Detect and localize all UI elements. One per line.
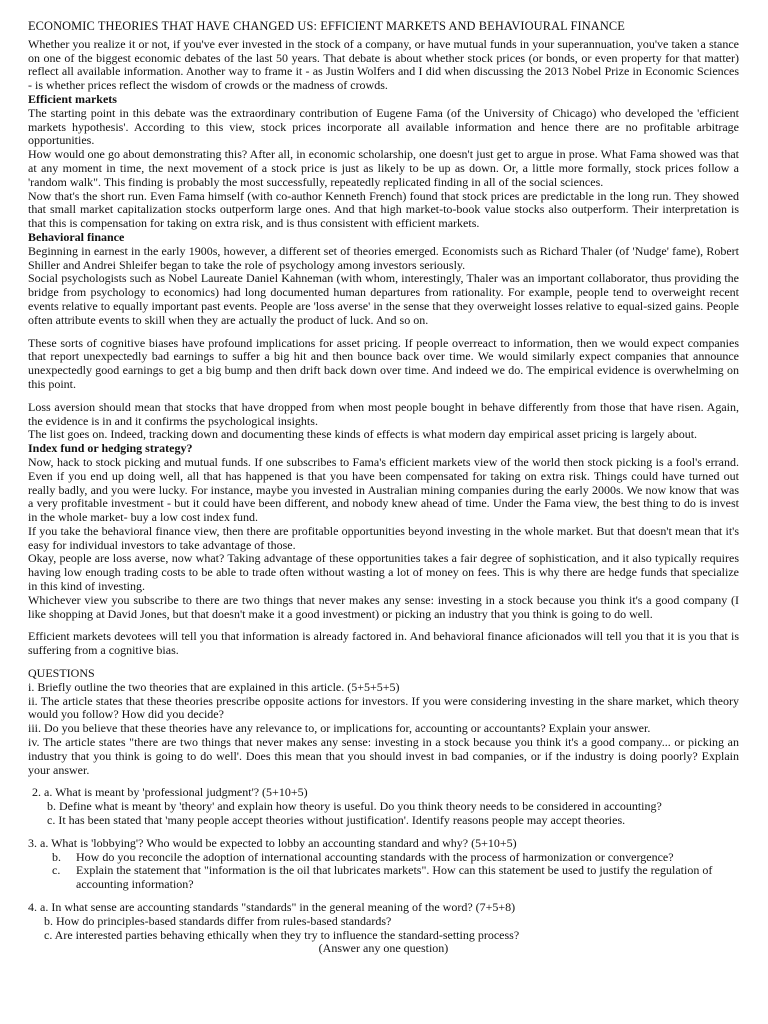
question-1-i: i. Briefly outline the two theories that are explained in this article. (5+5+5+5) (28, 679, 400, 694)
question-3-c (28, 864, 739, 892)
section-heading-efficient-markets: Efficient markets (28, 91, 117, 106)
index-paragraph-1: Now, hack to stock picking and mutual funds. If one subscribes to Fama's efficient markets view of the world then stock picking is a fool's errand. Even if you end up doing well, all that has happened is that you have been compensated for taking on extra risk. Things could have turned out really badly, and you were lucky. For instance, maybe you invested in Australian mining companies during the early 2000s. We now know that was a very profitable investment - but it could have been different, and nobody knew ahead of time. Under the Fama view, the best thing to do is invest in the whole market- buy a low cost index fund. (28, 454, 739, 525)
question-3-b-label: b. (52, 849, 61, 864)
index-paragraph-5: Efficient markets devotees will tell you that information is already factored in. And behavioral finance aficionados will tell you that it is you that is suffering from a cognitive bias. (28, 629, 739, 658)
question-4-a: 4. a. In what sense are accounting standards "standards" in the general meaning of the word? (7+5+8) (28, 900, 516, 915)
question-4-c: c. Are interested parties behaving ethically when they try to influence the standard-setting process? (44, 927, 520, 942)
question-4-b: b. How do principles-based standards differ from rules-based standards? (44, 913, 392, 928)
question-2-c: c. It has been stated that 'many people accept theories without justification'. Identify reasons people may accept theories. (47, 813, 626, 828)
question-3-b (28, 851, 739, 865)
behavioral-paragraph-2: Social psychologists such as Nobel Laureate Daniel Kahneman (with whom, interestingly, Thaler was an important collaborator, thus providing the bridge from psychology to economics) had long documented human departures from rationality. For example, people tend to overweight recent events relative to equally important past events. People are 'loss averse' in the sense that they overweight losses relative to equal-sized gains. People often attribute events to skill when they are actually the product of luck. And so on. (28, 271, 739, 327)
section-heading-index-fund: Index fund or hedging strategy? (28, 441, 193, 456)
question-2-b: b. Define what is meant by 'theory' and explain how theory is useful. Do you think theory needs to be considered in accounting? (47, 799, 662, 814)
question-3-c-label: c. (52, 863, 61, 878)
document-page (28, 20, 739, 956)
behavioral-paragraph-3: These sorts of cognitive biases have profound implications for asset pricing. If people overreact to information, then we would expect companies that report unexpectedly bad earnings to suffer a big hit and then bounce back over time. We would similarly expect companies that announce unexpectedly good earnings to get a big bump and then drift back down over time. And indeed we do. The empirical evidence is overwhelming on this point. (28, 335, 739, 391)
efficient-paragraph-2: How would one go about demonstrating this? After all, in economic scholarship, one doesn't just get to argue in prose. What Fama showed was that at any moment in time, the next movement of a stock price is just as likely to be up as down. Or, a little more formally, stock prices follow a 'random walk". This finding is probably the most successfully, repeatedly replicated finding in all of the social sciences. (28, 147, 739, 189)
question-3-b-text: How do you reconcile the adoption of international accounting standards with the process of harmonization or convergence? (76, 849, 674, 864)
document-title: ECONOMIC THEORIES THAT HAVE CHANGED US: EFFICIENT MARKETS AND BEHAVIOURAL FINANCE (28, 19, 625, 33)
questions-heading: QUESTIONS (28, 666, 95, 681)
question-3-c-text: Explain the statement that "information is the oil that lubricates markets". How can this statement be used to justify the regulation of accounting information? (76, 863, 713, 892)
behavioral-paragraph-5: The list goes on. Indeed, tracking down and documenting these kinds of effects is what modern day empirical asset pricing is largely about. (28, 427, 698, 442)
question-1-iv: iv. The article states "there are two things that never makes any sense: investing in a stock because you think it's a good company... or picking an industry that you think is going to do well'. Does this mean that you should invest in bad companies, or if the industry is doing poorly? Explain your answer. (28, 735, 739, 777)
index-paragraph-3: Okay, people are loss averse, now what? Taking advantage of these opportunities takes a fair degree of sophistication, and it also typically requires having low enough trading costs to be able to trade often without wasting a lot of money on fees. This is why there are hedge funds that specialize in this kind of investing. (28, 551, 739, 594)
efficient-paragraph-1: The starting point in this debate was the extraordinary contribution of Eugene Fama (of the University of Chicago) who developed the 'efficient markets hypothesis'. According to this view, stock prices incorporate all available information and hence there are no profitable arbitrage opportunities. (28, 105, 739, 148)
question-2-a: 2. a. What is meant by 'professional judgment'? (5+10+5) (32, 785, 308, 800)
index-paragraph-2: If you take the behavioral finance view, then there are profitable opportunities beyond investing in the whole market. But that doesn't mean that it's easy for individual investors to take advantage of those. (28, 523, 739, 552)
question-1-iii: iii. Do you believe that these theories have any relevance to, or implications for, accounting or accountants? Explain your answer. (28, 721, 651, 736)
section-heading-behavioral-finance: Behavioral finance (28, 229, 125, 244)
intro-paragraph: Whether you realize it or not, if you've ever invested in the stock of a company, or have mutual funds in your superannuation, you've taken a stance on one of the biggest economic debates of the last 50 years. That debate is about whether stock prices (or bonds, or even property for that matter) reflect all available information. Another way to frame it - as Justin Wolfers and I did when discussing the 2013 Nobel Prize in Economic Sciences - is whether prices reflect the wisdom of crowds or the madness of crowds. (28, 36, 739, 93)
behavioral-paragraph-1: Beginning in earnest in the early 1900s, however, a different set of theories emerged. Economists such as Richard Thaler (of 'Nudge' fame), Robert Shiller and Andrei Shleifer began to take the role of psychology among investors seriously. (28, 243, 739, 272)
index-paragraph-4: Whichever view you subscribe to there are two things that never makes any sense: investing in a stock because you think it's a good company (I like shopping at David Jones, but that doesn't make it a good investment) or picking an industry that you think is going to do well. (28, 592, 739, 621)
question-3-a: 3. a. What is 'lobbying'? Who would be expected to lobby an accounting standard and why? (5+10+5) (28, 835, 517, 850)
question-1-ii: ii. The article states that these theories prescribe opposite actions for investors. If you were considering investing in the share market, which theory would you follow? How did you decide? (28, 693, 739, 722)
answer-note: (Answer any one question) (318, 941, 449, 956)
behavioral-paragraph-4: Loss aversion should mean that stocks that have dropped from when most people bought in behave differently from those that have risen. Again, the evidence is in and it confirms the psychological insights. (28, 399, 739, 428)
efficient-paragraph-3: Now that's the short run. Even Fama himself (with co-author Kenneth French) found that stock prices are predictable in the long run. They showed that small market capitalization stocks outperform large ones. And that high market-to-book value stocks also outperform. Their interpretation is that this is compensation for taking on extra risk, and is thus consistent with efficient markets. (28, 188, 739, 231)
